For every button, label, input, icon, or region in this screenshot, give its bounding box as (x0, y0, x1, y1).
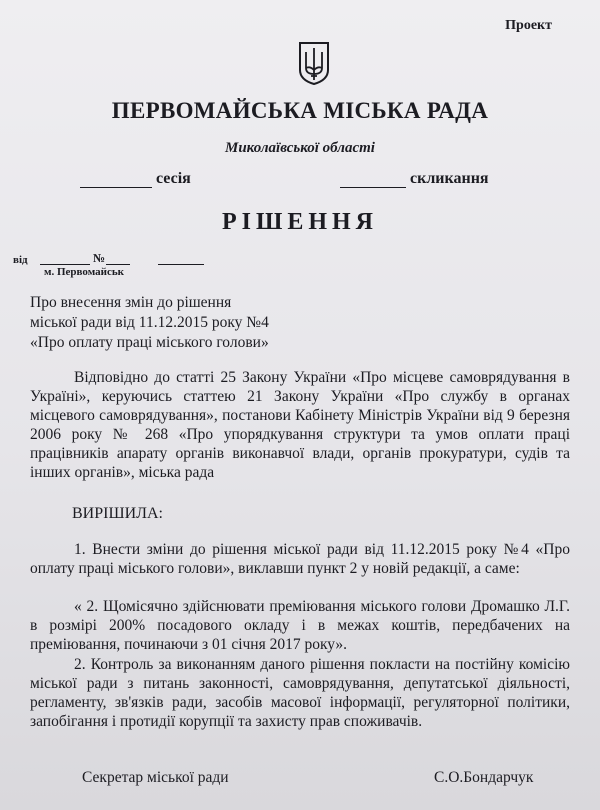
convocation-number-blank (340, 187, 406, 188)
date-prefix: від (13, 254, 28, 266)
item-1-quote: « 2. Щомісячно здійснювати преміювання міського голови Дромашко Л.Г. в розмірі 200% посадового окладу і в межах коштів, передбачених на преміювання, починаючи з 01 січня 2017 року». (30, 598, 570, 653)
region-name: Миколаївської області (225, 140, 375, 156)
document-title: РІШЕННЯ (221, 209, 379, 235)
subject-block (30, 293, 269, 353)
subject-line-2: міської ради від 11.12.2015 року №4 (30, 314, 269, 331)
date-blank (40, 264, 90, 265)
session-label: сесія (156, 170, 191, 187)
session-number-blank (80, 187, 152, 188)
item-2: 2. Контроль за виконанням даного рішення покласти на постійну комісію міської ради з питань законності, самоврядування, депутатської діяльності, регламенту, зв'язків ради, засобів масової інформації, регуляторної політики, запобігання і протидії корупції та захисту прав споживачів. (30, 656, 570, 730)
preamble-paragraph: Відповідно до статті 25 Закону України «Про місцеве самоврядування в Україні», керуючись статтею 21 Закону України «Про службу в органах місцевого самоврядування», постанови Кабінету Міністрів України від 9 березня 2006 року № 268 «Про упорядкування структури та умов оплати праці працівників апарату органів виконавчої влади, органів прокуратури, судів та інших органів», міська рада (30, 369, 570, 481)
number-blank (106, 264, 130, 265)
resolved-label: ВИРІШИЛА: (72, 505, 163, 522)
council-name: ПЕРВОМАЙСЬКА МІСЬКА РАДА (111, 98, 489, 123)
signatory-name: С.О.Бондарчук (434, 769, 534, 786)
item-1: 1. Внести зміни до рішення міської ради від 11.12.2015 року №4 «Про оплату праці міського голови», виклавши пункт 2 у новій редакції, а саме: (30, 541, 570, 577)
city-name: м. Первомайськ (44, 266, 124, 278)
extra-blank (158, 264, 204, 265)
signatory-position: Секретар міської ради (82, 769, 229, 786)
trident-coat-of-arms-icon (296, 40, 332, 86)
convocation-label: скликання (410, 170, 489, 187)
project-label: Проект (505, 18, 552, 33)
number-sign: № (93, 251, 106, 265)
subject-line-3: «Про оплату праці міського голови» (30, 334, 269, 351)
subject-line-1: Про внесення змін до рішення (30, 294, 232, 311)
